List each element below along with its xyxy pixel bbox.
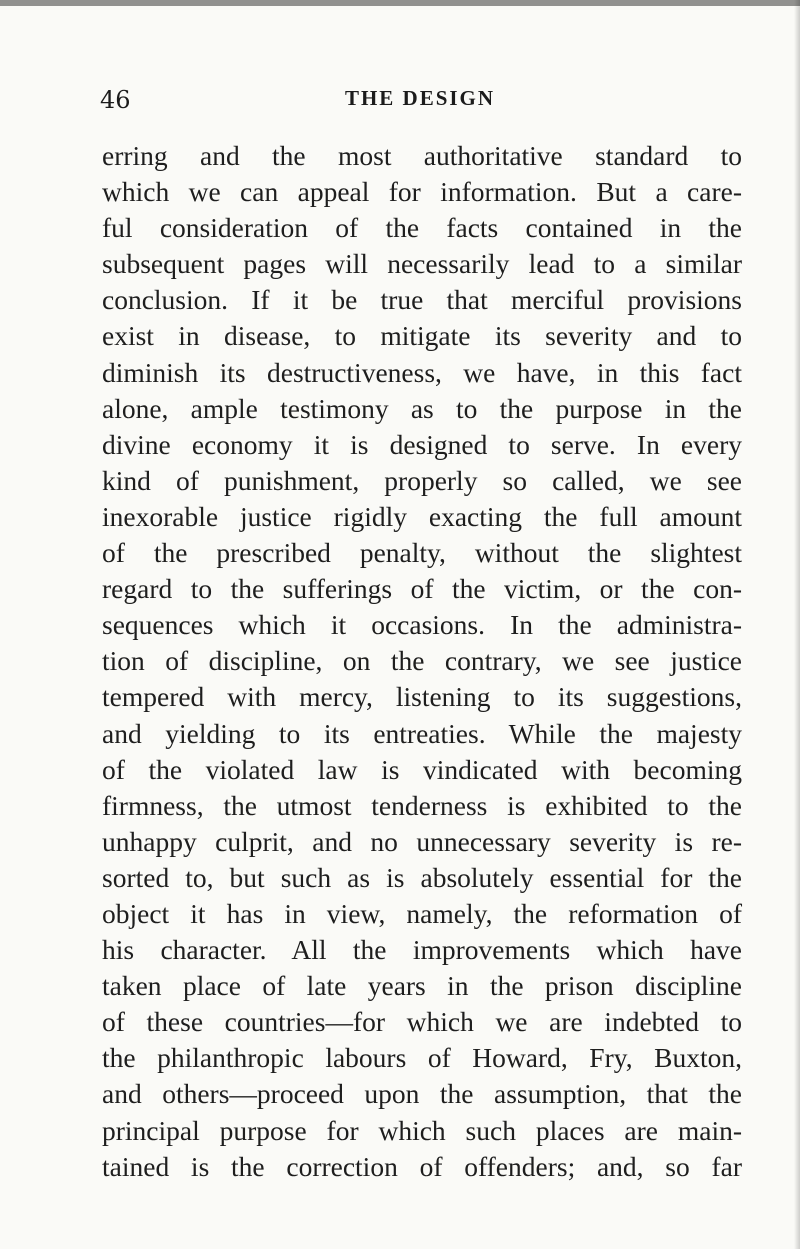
- text-line: of the violated law is vindicated with becoming: [102, 753, 742, 785]
- text-line: tained is the correction of offenders; and, so far: [102, 1150, 742, 1182]
- text-line: ful consideration of the facts contained in the: [102, 212, 742, 244]
- text-line: of these countries—for which we are indebted to: [102, 1006, 742, 1038]
- page-number: 46: [100, 86, 131, 114]
- text-line: erring and the most authoritative standard to: [102, 140, 742, 171]
- text-line: alone, ample testimony as to the purpose in the: [102, 392, 742, 424]
- page-header: [100, 86, 740, 122]
- text-line: sequences which it occasions. In the administra-: [102, 609, 742, 641]
- text-line: inexorable justice rigidly exacting the full amount: [102, 500, 742, 532]
- body-text: [102, 138, 742, 1185]
- text-line: kind of punishment, properly so called, we see: [102, 464, 742, 496]
- text-line: taken place of late years in the prison discipline: [102, 970, 742, 1002]
- text-line: conclusion. If it be true that merciful provisions: [102, 284, 742, 316]
- text-line: diminish its destructiveness, we have, in this fact: [102, 356, 742, 388]
- text-line: exist in disease, to mitigate its severity and to: [102, 320, 742, 352]
- text-line: principal purpose for which such places are main-: [102, 1114, 742, 1146]
- text-line: divine economy it is designed to serve. In every: [102, 428, 742, 460]
- text-line: regard to the sufferings of the victim, or the con-: [102, 573, 742, 605]
- text-line: his character. All the improvements which have: [102, 934, 742, 966]
- text-line: of the prescribed penalty, without the slightest: [102, 537, 742, 569]
- page-right-edge: [794, 0, 800, 1249]
- running-head: THE DESIGN: [344, 86, 496, 110]
- text-line: tempered with mercy, listening to its suggestions,: [102, 681, 742, 713]
- text-line: which we can appeal for information. But a care-: [102, 176, 742, 208]
- text-line: and yielding to its entreaties. While the majesty: [102, 717, 742, 749]
- text-line: the philanthropic labours of Howard, Fry, Buxton,: [102, 1042, 742, 1074]
- text-line: tion of discipline, on the contrary, we see justice: [102, 645, 742, 677]
- text-line: subsequent pages will necessarily lead to a similar: [102, 248, 742, 280]
- text-line: object it has in view, namely, the reformation of: [102, 897, 742, 929]
- page-top-edge: [0, 0, 800, 6]
- text-line: and others—proceed upon the assumption, that the: [102, 1078, 742, 1110]
- text-line: sorted to, but such as is absolutely essential for the: [102, 861, 742, 893]
- text-line: firmness, the utmost tenderness is exhibited to the: [102, 789, 742, 821]
- text-line: unhappy culprit, and no unnecessary severity is re-: [102, 825, 742, 857]
